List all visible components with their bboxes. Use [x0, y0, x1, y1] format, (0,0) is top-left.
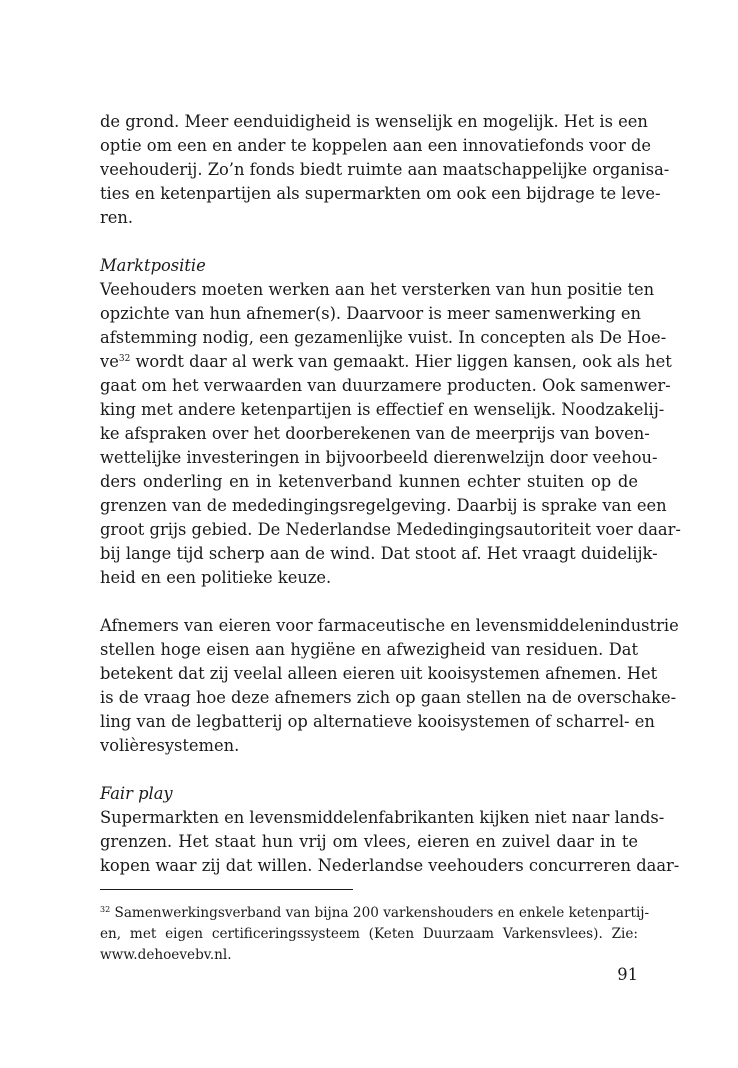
text-line: betekent dat zij veelal alleen eieren uit kooisystemen afnemen. Het — [100, 664, 658, 683]
text-line: Veehouders moeten werken aan het versterken van hun positie ten — [100, 280, 655, 299]
page-body — [100, 110, 681, 878]
text-line: wettelijke investeringen in bijvoorbeeld dierenwelzijn door veehou- — [100, 448, 658, 467]
text-fragment: wordt daar al werk van gemaakt. Hier liggen kansen, ook als het — [130, 352, 672, 371]
footnote-number: 32 — [100, 905, 111, 914]
text-line: grenzen van de mededingingsregelgeving. Daarbij is sprake van een — [100, 496, 667, 515]
footnote-reference: 32 — [118, 354, 131, 364]
text-line: grenzen. Het staat hun vrij om vlees, eieren en zuivel daar in te — [100, 832, 638, 851]
text-line: volièresystemen. — [100, 736, 240, 755]
text-line: optie om een en ander te koppelen aan een innovatiefonds voor de — [100, 136, 652, 155]
footnote-line: www.dehoevebv.nl. — [100, 947, 232, 963]
text-line: de grond. Meer eenduidigheid is wenselijk en mogelijk. Het is een — [100, 112, 648, 131]
text-line: ke afspraken over het doorberekenen van de meerprijs van boven- — [100, 424, 650, 443]
text-line: ren. — [100, 208, 134, 227]
text-line: Afnemers van eieren voor farmaceutische en levensmiddelenindustrie — [100, 616, 679, 635]
paragraph-afnemers — [100, 614, 679, 758]
text-line: opzichte van hun afnemer(s). Daarvoor is meer samenwerking en — [100, 304, 641, 323]
text-line: bij lange tijd scherp aan de wind. Dat stoot af. Het vraagt duidelijk- — [100, 544, 658, 563]
section-heading-fair-play: Fair play — [100, 784, 173, 803]
page-number: 91 — [617, 965, 638, 984]
text-line: ders onderling en in ketenverband kunnen echter stuiten op de — [100, 472, 638, 491]
paragraph-marktpositie — [100, 278, 681, 590]
paragraph-fair-play — [100, 806, 680, 878]
text-line: veehouderij. Zo’n fonds biedt ruimte aan maatschappelijke organisa- — [100, 160, 670, 179]
footnote-text: Samenwerkingsverband van bijna 200 varkenshouders en enkele ketenpartij- — [114, 905, 650, 921]
text-line: is de vraag hoe deze afnemers zich op gaan stellen na de overschake- — [100, 688, 677, 707]
text-line: heid en een politieke keuze. — [100, 568, 332, 587]
paragraph-intro — [100, 110, 670, 230]
footnote-divider — [100, 889, 353, 890]
footnote-line: en, met eigen certificeringssysteem (Keten Duurzaam Varkensvlees). Zie: — [100, 926, 638, 942]
text-line: stellen hoge eisen aan hygiëne en afwezigheid van residuen. Dat — [100, 640, 638, 659]
text-line: groot grijs gebied. De Nederlandse Mededingingsautoriteit voer daar- — [100, 520, 681, 539]
text-line: afstemming nodig, een gezamenlijke vuist. In concepten als De Hoe- — [100, 328, 667, 347]
text-line: gaat om het verwaarden van duurzamere producten. Ook samenwer- — [100, 376, 671, 395]
text-fragment: ve — [100, 352, 119, 371]
section-heading-marktpositie: Marktpositie — [100, 256, 206, 275]
text-line: kopen waar zij dat willen. Nederlandse veehouders concurreren daar- — [100, 856, 680, 875]
text-line: ties en ketenpartijen als supermarkten om ook een bijdrage te leve- — [100, 184, 661, 203]
text-line: Supermarkten en levensmiddelenfabrikanten kijken niet naar lands- — [100, 808, 665, 827]
footnote — [100, 903, 650, 966]
text-line-with-footnote-ref — [100, 350, 672, 374]
text-line: king met andere ketenpartijen is effectief en wenselijk. Noodzakelij- — [100, 400, 665, 419]
text-line: ling van de legbatterij op alternatieve kooisystemen of scharrel- en — [100, 712, 655, 731]
footnote-line — [100, 903, 650, 924]
